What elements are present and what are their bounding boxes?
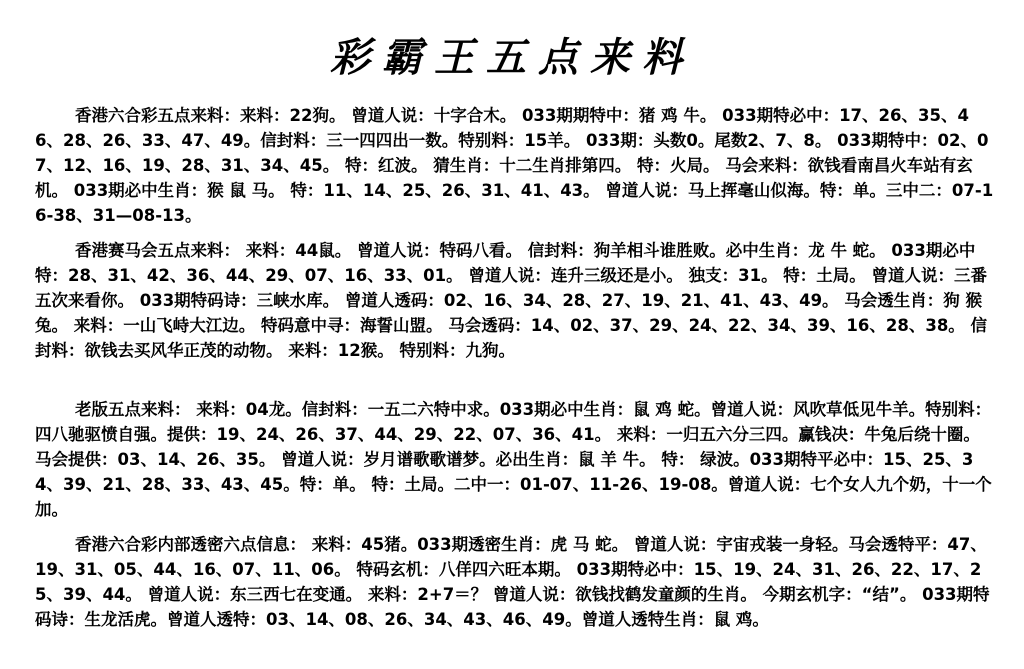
section-old-edition-five-points: 老版五点来料： 来料：04龙。信封料：一五二六特中求。033期必中生肖：鼠 鸡 蛇。曾道人说：风吹草低见牛羊。特别料：四八驰驱愤自强。提供：19、24、26、37、44、29、22、07、36、41。 来料：一归五六分三四。赢钱决：牛兔后绕十圈。马会提供：03、14、26、35。 曾道人说：岁月谱歌歌谱梦。必出生肖：鼠 羊 牛。 特： 绿波。033期特平必中：15、25、34、39、21、28、33、43、45。特：单。 特：土局。二中一：01-07、11-26、19-08。曾道人说：七个女人九个奶，十一个加。 <box>35 400 992 519</box>
page-title: 彩霸王五点来料 <box>330 34 694 81</box>
section-hk-mark-six-five-points: 香港六合彩五点来料：来料：22狗。 曾道人说：十字合木。 033期期特中：猪 鸡 牛。 033期特必中：17、26、35、46、28、26、33、47、49。信封料：三一四四出一数。特别料：15羊。 033期：头数0。尾数2、7、8。 033期特中：02、07、12、16、19、28、31、34、45。 特：红波。 猜生肖：十二生肖排第四。 特：火局。 马会来料：欲钱看南昌火车站有玄机。 033期必中生肖：猴 鼠 马。 特：11、14、25、26、31、41、43。 曾道人说：马上挥毫山似海。特：单。三中二：07-16-38、31—08-13。 <box>35 106 994 225</box>
section-hk-mark-six-internal-six-points: 香港六合彩内部透密六点信息： 来料：45猪。033期透密生肖：虎 马 蛇。 曾道人说：宇宙戎装一身轻。马会透特平：47、19、31、05、44、16、07、11、06。 特码玄机：八佯四六旺本期。 033期特必中：15、19、24、31、26、22、17、25、39、44。 曾道人说：东三西七在变通。 来料：2+7＝？ 曾道人说：欲钱找鹤发童颜的生肖。 今期玄机字：“结”。 033期特码诗：生龙活虎。曾道人透特：03、14、08、26、34、43、46、49。曾道人透特生肖：鼠 鸡。 <box>35 535 990 629</box>
section-hk-jockey-club-five-points: 香港赛马会五点来料： 来料：44鼠。 曾道人说：特码八看。 信封料：狗羊相斗谁胜败。必中生肖：龙 牛 蛇。 033期必中特：28、31、42、36、44、29、07、16、33、01。 曾道人说：连升三级还是小。 独支：31。 特：土局。 曾道人说：三番五次来看你。 033期特码诗：三峡水库。 曾道人透码：02、16、34、28、27、19、21、41、43、49。 马会透生肖：狗 猴 兔。 来料：一山飞峙大江边。 特码意中寻：海誓山盟。 马会透码：14、02、37、29、24、22、34、39、16、28、38。 信封料：欲钱去买风华正茂的动物。 来料：12猴。 特别料：九狗。 <box>35 241 988 360</box>
